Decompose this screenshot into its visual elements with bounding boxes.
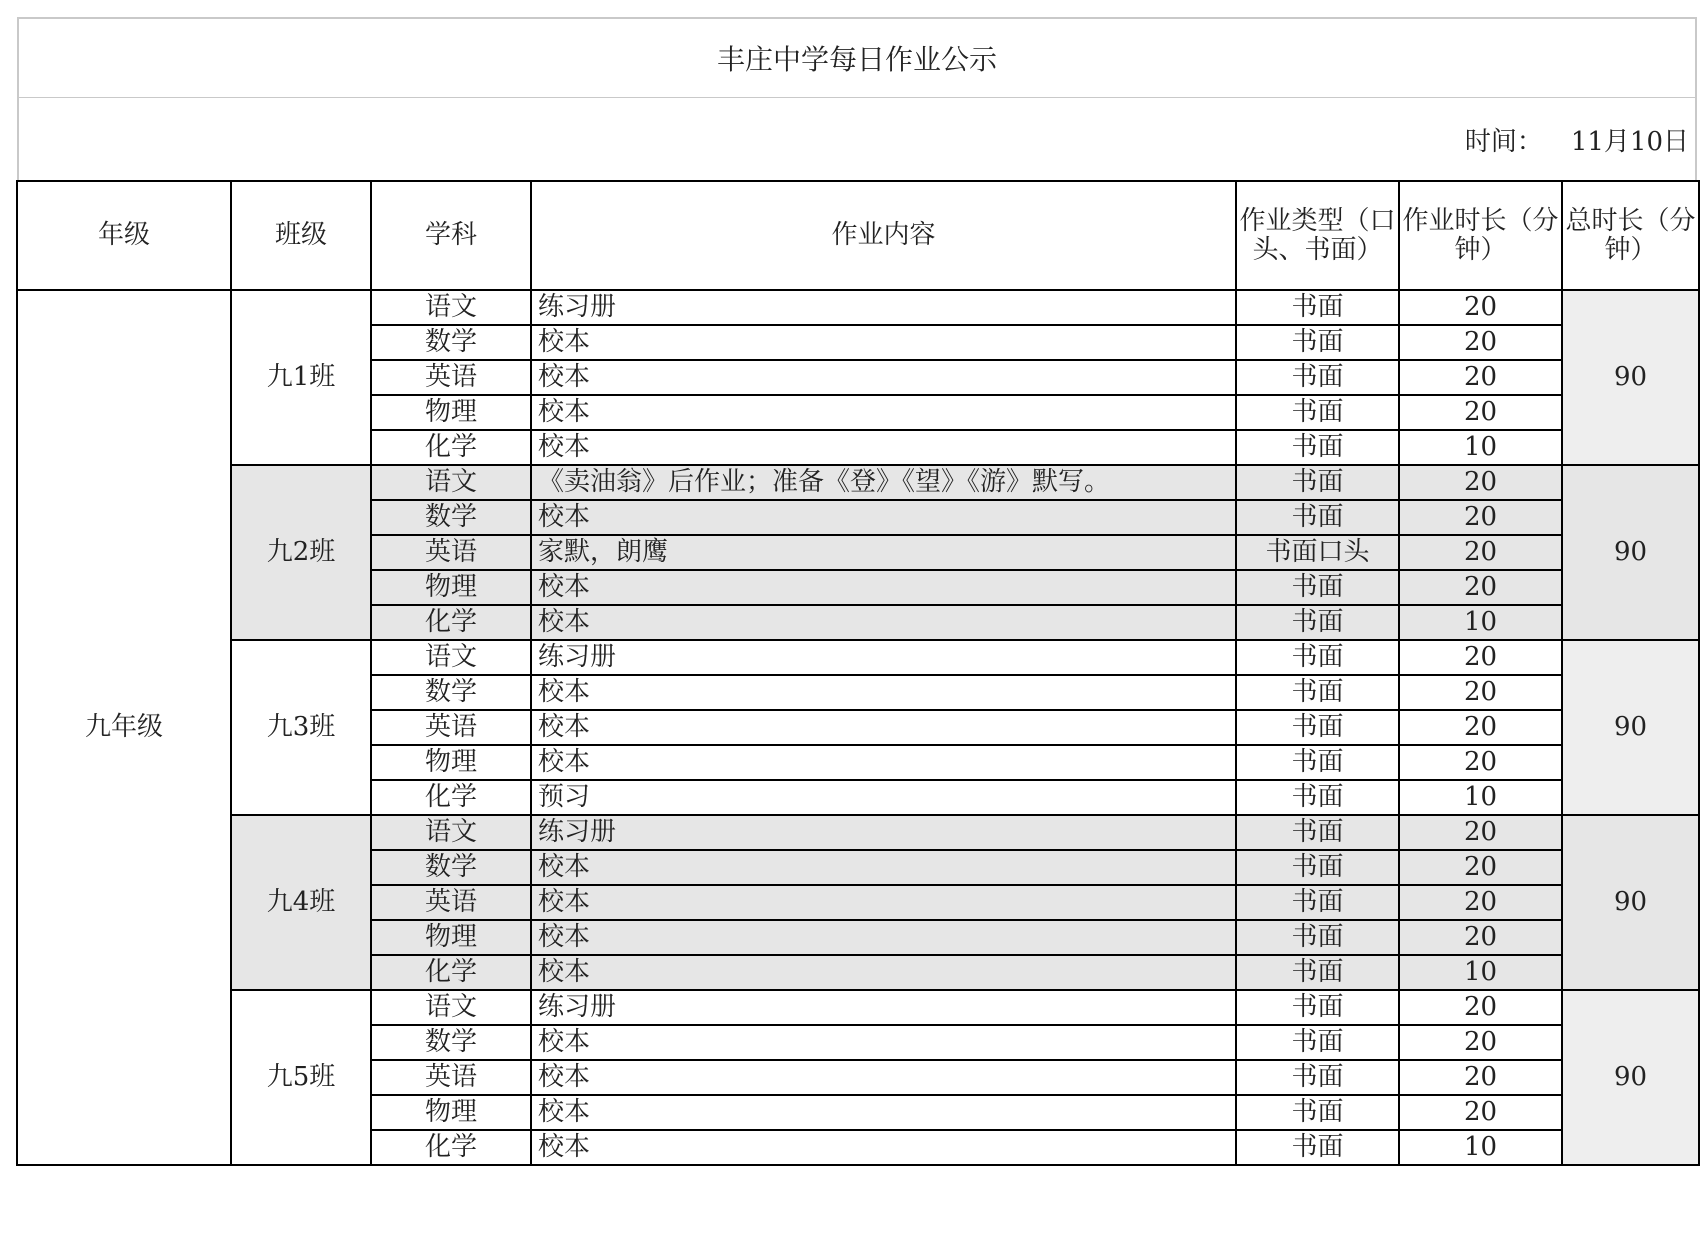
minutes-cell: 10 xyxy=(1399,605,1562,640)
content-cell: 《卖油翁》后作业；准备《登》《望》《游》默写。 xyxy=(531,465,1236,500)
subject-cell: 英语 xyxy=(371,885,531,920)
content-cell: 校本 xyxy=(531,1060,1236,1095)
class-total-cell: 90 xyxy=(1562,465,1699,640)
minutes-cell: 20 xyxy=(1399,1060,1562,1095)
header-row xyxy=(17,181,1699,290)
subject-cell: 数学 xyxy=(371,675,531,710)
date-line xyxy=(17,97,1697,180)
table-row xyxy=(17,640,1699,675)
content-cell: 预习 xyxy=(531,780,1236,815)
class-total-cell: 90 xyxy=(1562,815,1699,990)
content-cell: 校本 xyxy=(531,605,1236,640)
minutes-cell: 20 xyxy=(1399,675,1562,710)
minutes-cell: 20 xyxy=(1399,325,1562,360)
content-cell: 练习册 xyxy=(531,640,1236,675)
grade-cell: 九年级 xyxy=(17,290,231,1165)
type-cell: 书面 xyxy=(1236,955,1399,990)
type-cell: 书面 xyxy=(1236,465,1399,500)
minutes-cell: 10 xyxy=(1399,430,1562,465)
minutes-cell: 20 xyxy=(1399,710,1562,745)
minutes-cell: 20 xyxy=(1399,815,1562,850)
subject-cell: 物理 xyxy=(371,1095,531,1130)
minutes-cell: 20 xyxy=(1399,290,1562,325)
header-grade: 年级 xyxy=(17,181,231,290)
subject-cell: 英语 xyxy=(371,360,531,395)
content-cell: 校本 xyxy=(531,325,1236,360)
header-subject: 学科 xyxy=(371,181,531,290)
minutes-cell: 20 xyxy=(1399,1025,1562,1060)
subject-cell: 物理 xyxy=(371,395,531,430)
type-cell: 书面 xyxy=(1236,570,1399,605)
type-cell: 书面 xyxy=(1236,325,1399,360)
minutes-cell: 20 xyxy=(1399,920,1562,955)
table-row xyxy=(17,465,1699,500)
type-cell: 书面 xyxy=(1236,675,1399,710)
subject-cell: 物理 xyxy=(371,745,531,780)
subject-cell: 数学 xyxy=(371,850,531,885)
subject-cell: 数学 xyxy=(371,325,531,360)
type-cell: 书面 xyxy=(1236,1095,1399,1130)
subject-cell: 语文 xyxy=(371,465,531,500)
minutes-cell: 20 xyxy=(1399,990,1562,1025)
type-cell: 书面 xyxy=(1236,920,1399,955)
type-cell: 书面 xyxy=(1236,745,1399,780)
content-cell: 校本 xyxy=(531,430,1236,465)
subject-cell: 化学 xyxy=(371,1130,531,1165)
homework-table xyxy=(16,180,1700,1166)
subject-cell: 化学 xyxy=(371,780,531,815)
type-cell: 书面 xyxy=(1236,710,1399,745)
content-cell: 校本 xyxy=(531,500,1236,535)
sheet-title xyxy=(17,17,1697,97)
subject-cell: 语文 xyxy=(371,640,531,675)
subject-cell: 化学 xyxy=(371,605,531,640)
subject-cell: 物理 xyxy=(371,570,531,605)
type-cell: 书面 xyxy=(1236,1130,1399,1165)
subject-cell: 化学 xyxy=(371,430,531,465)
class-total-cell: 90 xyxy=(1562,640,1699,815)
content-cell: 校本 xyxy=(531,570,1236,605)
type-cell: 书面 xyxy=(1236,500,1399,535)
content-cell: 校本 xyxy=(531,710,1236,745)
minutes-cell: 20 xyxy=(1399,535,1562,570)
subject-cell: 英语 xyxy=(371,535,531,570)
content-cell: 校本 xyxy=(531,920,1236,955)
header-type: 作业类型（口头、书面） xyxy=(1236,181,1399,290)
type-cell: 书面 xyxy=(1236,1060,1399,1095)
header-content: 作业内容 xyxy=(531,181,1236,290)
minutes-cell: 20 xyxy=(1399,640,1562,675)
content-cell: 校本 xyxy=(531,1025,1236,1060)
class-name-cell: 九1班 xyxy=(231,290,371,465)
content-cell: 练习册 xyxy=(531,290,1236,325)
content-cell: 校本 xyxy=(531,745,1236,780)
subject-cell: 英语 xyxy=(371,1060,531,1095)
content-cell: 练习册 xyxy=(531,990,1236,1025)
content-cell: 校本 xyxy=(531,955,1236,990)
class-total-cell: 90 xyxy=(1562,990,1699,1165)
minutes-cell: 20 xyxy=(1399,570,1562,605)
type-cell: 书面口头 xyxy=(1236,535,1399,570)
minutes-cell: 20 xyxy=(1399,1095,1562,1130)
minutes-cell: 10 xyxy=(1399,955,1562,990)
minutes-cell: 20 xyxy=(1399,360,1562,395)
header-total: 总时长（分钟） xyxy=(1562,181,1699,290)
content-cell: 练习册 xyxy=(531,815,1236,850)
content-cell: 校本 xyxy=(531,885,1236,920)
header-duration: 作业时长（分钟） xyxy=(1399,181,1562,290)
type-cell: 书面 xyxy=(1236,290,1399,325)
minutes-cell: 20 xyxy=(1399,850,1562,885)
content-cell: 校本 xyxy=(531,395,1236,430)
table-row xyxy=(17,290,1699,325)
type-cell: 书面 xyxy=(1236,1025,1399,1060)
content-cell: 校本 xyxy=(531,675,1236,710)
type-cell: 书面 xyxy=(1236,360,1399,395)
table-body xyxy=(17,290,1699,1165)
type-cell: 书面 xyxy=(1236,850,1399,885)
type-cell: 书面 xyxy=(1236,815,1399,850)
minutes-cell: 20 xyxy=(1399,745,1562,780)
type-cell: 书面 xyxy=(1236,605,1399,640)
subject-cell: 英语 xyxy=(371,710,531,745)
subject-cell: 语文 xyxy=(371,815,531,850)
type-cell: 书面 xyxy=(1236,640,1399,675)
type-cell: 书面 xyxy=(1236,395,1399,430)
subject-cell: 语文 xyxy=(371,990,531,1025)
subject-cell: 物理 xyxy=(371,920,531,955)
class-name-cell: 九3班 xyxy=(231,640,371,815)
sheet-title-text: 丰庄中学每日作业公示 xyxy=(716,43,997,76)
minutes-cell: 10 xyxy=(1399,780,1562,815)
subject-cell: 数学 xyxy=(371,500,531,535)
content-cell: 校本 xyxy=(531,360,1236,395)
minutes-cell: 20 xyxy=(1399,500,1562,535)
header-class: 班级 xyxy=(231,181,371,290)
subject-cell: 化学 xyxy=(371,955,531,990)
date-value: 11月10日 xyxy=(1570,126,1689,157)
content-cell: 校本 xyxy=(531,1095,1236,1130)
type-cell: 书面 xyxy=(1236,885,1399,920)
class-name-cell: 九4班 xyxy=(231,815,371,990)
minutes-cell: 20 xyxy=(1399,885,1562,920)
class-name-cell: 九5班 xyxy=(231,990,371,1165)
date-label: 时间： xyxy=(1464,126,1543,157)
class-name-cell: 九2班 xyxy=(231,465,371,640)
table-row xyxy=(17,815,1699,850)
type-cell: 书面 xyxy=(1236,780,1399,815)
content-cell: 校本 xyxy=(531,1130,1236,1165)
type-cell: 书面 xyxy=(1236,430,1399,465)
subject-cell: 语文 xyxy=(371,290,531,325)
class-total-cell: 90 xyxy=(1562,290,1699,465)
subject-cell: 数学 xyxy=(371,1025,531,1060)
content-cell: 校本 xyxy=(531,850,1236,885)
minutes-cell: 20 xyxy=(1399,395,1562,430)
minutes-cell: 10 xyxy=(1399,1130,1562,1165)
minutes-cell: 20 xyxy=(1399,465,1562,500)
content-cell: 家默，朗鹰 xyxy=(531,535,1236,570)
table-row xyxy=(17,990,1699,1025)
type-cell: 书面 xyxy=(1236,990,1399,1025)
